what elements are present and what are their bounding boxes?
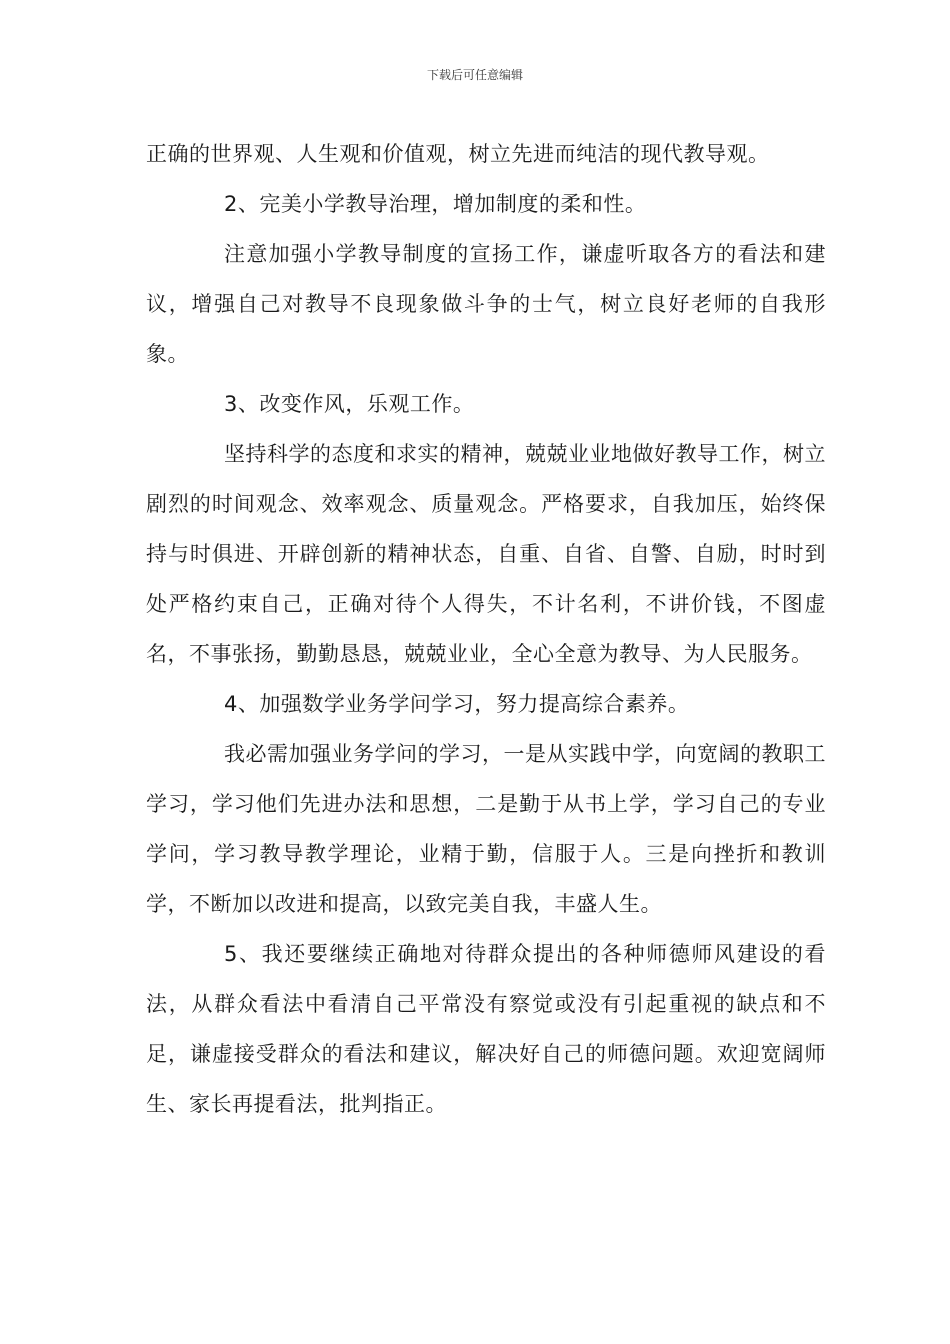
paragraph-2: 2、完美小学教导治理，增加制度的柔和性。 [224, 192, 647, 216]
document-body [146, 129, 826, 1129]
paragraph-1: 正确的世界观、人生观和价值观，树立先进而纯洁的现代教导观。 [146, 142, 770, 166]
paragraph-5: 坚持科学的态度和求实的精神，兢兢业业地做好教导工作，树立剧烈的时间观念、效率观念、质量观念。严格要求，自我加压，始终保持与时俱进、开辟创新的精神状态，自重、自省、自警、自励，时时到处严格约束自己，正确对待个人得失，不计名利，不讲价钱，不图虚名，不事张扬，勤勤恳恳，兢兢业业，全心全意为教导、为人民服务。 [146, 442, 826, 666]
paragraph-7: 我必需加强业务学问的学习，一是从实践中学，向宽阔的教职工学习，学习他们先进办法和思想，二是勤于从书上学，学习自己的专业学问，学习教导教学理论，业精于勤，信服于人。三是向挫折和教训学，不断加以改进和提高，以致完美自我，丰盛人生。 [146, 742, 826, 916]
paragraph-4: 3、改变作风，乐观工作。 [224, 392, 475, 416]
paragraph-3: 注意加强小学教导制度的宣扬工作，谦虚听取各方的看法和建议，增强自己对教导不良现象做斗争的士气，树立良好老师的自我形象。 [146, 242, 826, 366]
paragraph-8: 5、我还要继续正确地对待群众提出的各种师德师风建设的看法，从群众看法中看清自己平常没有察觉或没有引起重视的缺点和不足，谦虚接受群众的看法和建议，解决好自己的师德问题。欢迎宽阔师生、家长再提看法，批判指正。 [146, 942, 826, 1116]
page-header-note: 下载后可任意编辑 [426, 68, 523, 82]
paragraph-6: 4、加强数学业务学问学习，努力提高综合素养。 [224, 692, 690, 716]
